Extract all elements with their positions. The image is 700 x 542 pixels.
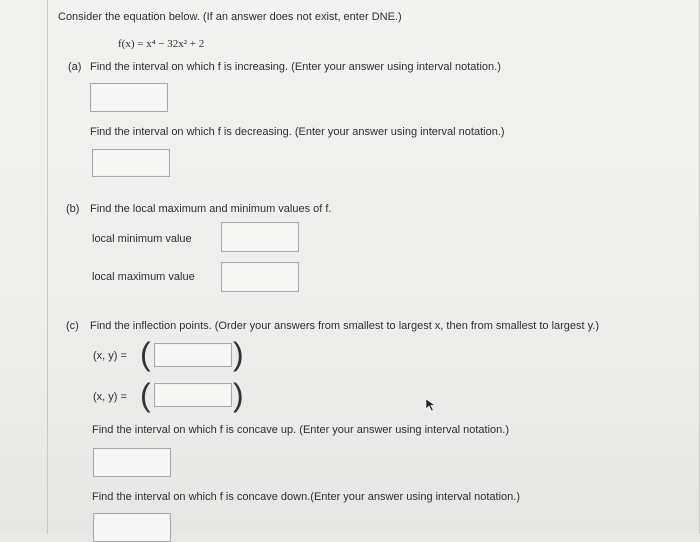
part-b-label: (b) (66, 203, 80, 215)
part-a-question-1: Find the interval on which f is increasing. (Enter your answer using interval notation.) (90, 61, 501, 73)
local-min-label: local minimum value (92, 233, 192, 245)
point-1-close-paren: ) (233, 336, 244, 372)
point-1-label: (x, y) = (93, 350, 127, 362)
decreasing-interval-input[interactable] (92, 149, 170, 177)
inflection-point-2-input[interactable] (154, 383, 232, 407)
point-2-open-paren: ( (140, 377, 151, 413)
local-max-label: local maximum value (92, 271, 195, 283)
part-c-question: Find the inflection points. (Order your answers from smallest to largest x, then from smallest to largest y.) (90, 320, 600, 332)
point-1-open-paren: ( (140, 336, 151, 372)
concave-up-question: Find the interval on which f is concave up. (Enter your answer using interval notation.) (92, 424, 509, 436)
equation: f(x) = x⁴ − 32x² + 2 (118, 38, 205, 50)
point-2-close-paren: ) (233, 377, 244, 413)
increasing-interval-input[interactable] (90, 83, 168, 112)
mouse-cursor-icon (425, 398, 437, 412)
concave-down-question: Find the interval on which f is concave down.(Enter your answer using interval notation.) (92, 491, 520, 503)
local-min-input[interactable] (221, 222, 299, 252)
part-a-question-2: Find the interval on which f is decreasing. (Enter your answer using interval notation.) (90, 126, 505, 138)
problem-intro: Consider the equation below. (If an answer does not exist, enter DNE.) (58, 11, 402, 23)
point-2-label: (x, y) = (93, 391, 127, 403)
local-max-input[interactable] (221, 262, 299, 292)
inflection-point-1-input[interactable] (154, 343, 232, 367)
part-a-label: (a) (68, 61, 82, 73)
concave-down-input[interactable] (93, 513, 171, 542)
part-c-label: (c) (66, 320, 79, 332)
concave-up-input[interactable] (93, 448, 171, 477)
part-b-question: Find the local maximum and minimum values of f. (90, 203, 332, 215)
